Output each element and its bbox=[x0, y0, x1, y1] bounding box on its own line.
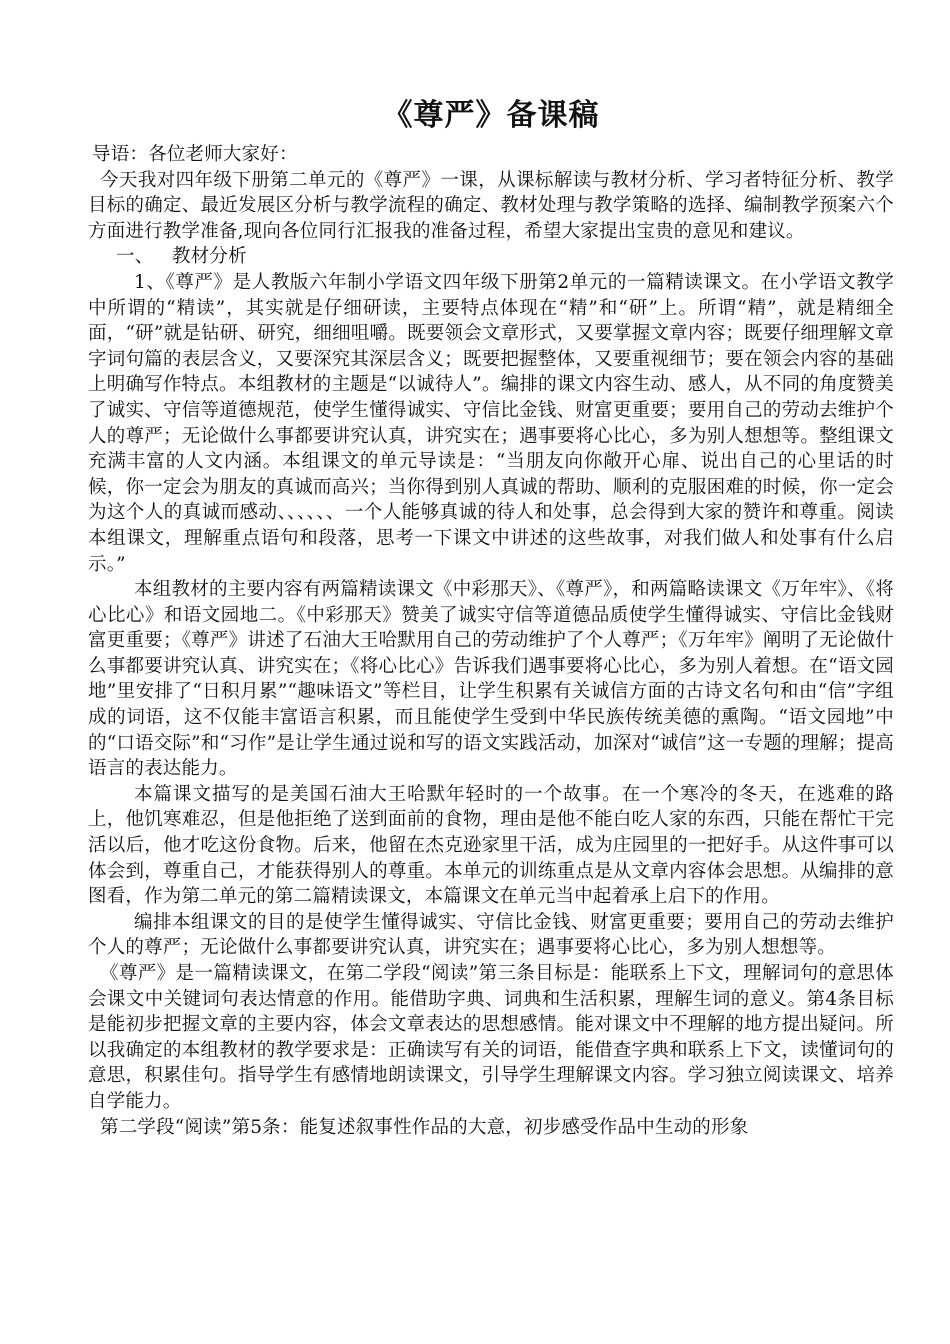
body-paragraph-last: 第二学段“阅读”第5条：能复述叙事性作品的大意，初步感受作品中生动的形象 bbox=[100, 1116, 749, 1138]
section-heading bbox=[88, 244, 894, 270]
body-paragraph-3: 本篇课文描写的是美国石油大王哈默年轻时的一个故事。在一个寒冷的冬天，在逃难的路上，他饥寒难忍，但是他拒绝了送到面前的食物，理由是他不能白吃人家的东西，只能在帮忙干完活以后，他才吃这份食物。后来，他留在杰克逊家里干活，成为庄园里的一把好手。从这件事可以体会到，尊重自己，才能获得别人的尊重。本单元的训练重点是从文章内容体会思想。从编排的意图看，作为第二单元的第二篇精读课文，本篇课文在单元当中起着承上启下的作用。 bbox=[88, 783, 894, 908]
greeting: 导语：各位老师大家好： bbox=[92, 144, 298, 165]
section-number: 一、 bbox=[116, 246, 154, 268]
body-paragraph-4: 编排本组课文的目的是使学生懂得诚实、守信比金钱、财富更重要；要用自己的劳动去维护个人的尊严；无论做什么事都要讲究认真，讲究实在；遇事要将心比心，多为别人想想等。 bbox=[88, 911, 894, 959]
intro-paragraph: 今天我对四年级下册第二单元的《尊严》一课，从课标解读与教材分析、学习者特征分析、教学目标的确定、最近发展区分析与教学流程的确定、教材处理与教学策略的选择、编制教学预案六个方面进行教学准备,现向各位同行汇报我的准备过程，希望大家提出宝贵的意见和建议。 bbox=[88, 169, 894, 242]
body-paragraph-2: 本组教材的主要内容有两篇精读课文《中彩那天》、《尊严》，和两篇略读课文《万年牢》、《将心比心》和语文园地二。《中彩那天》赞美了诚实守信等道德品质使学生懂得诚实、守信比金钱财富更重要；《尊严》讲述了石油大王哈默用自己的劳动维护了个人尊严；《万年牢》阐明了无论做什么事都要讲究认真、讲究实在；《将心比心》告诉我们遇事要将心比心，多为别人着想。在“语文园地”里安排了“日积月累”“趣味语文”等栏目，让学生积累有关诚信方面的古诗文名句和由“信”字组成的词语，这不仅能丰富语言积累，而且能使学生受到中华民族传统美德的熏陶。“语文园地”中的“口语交际”和“习作”是让学生通过说和写的语文实践活动，加深对“诚信”这一专题的理解；提高语言的表达能力。 bbox=[88, 579, 894, 780]
body-paragraph-reading-goals: 《尊严》是一篇精读课文，在第二学段“阅读”第三条目标是：能联系上下文，理解词句的意思体会课文中关键词句表达情意的作用。能借助字典、词典和生活积累，理解生词的意义。第4条目标是能初步把握文章的主要内容，体会文章表达的思想感情。能对课文中不理解的地方提出疑问。所以我确定的本组教材的教学要求是：正确读写有关的词语，能借查字典和联系上下文，读懂词句的意思，积累佳句。指导学生有感情地朗读课文，引导学生理解课文内容。学习独立阅读课文、培养自学能力。 bbox=[88, 963, 894, 1112]
body-paragraph-1: 1、《尊严》是人教版六年制小学语文四年级下册第2单元的一篇精读课文。在小学语文教学中所谓的“精读”，其实就是仔细研读，主要特点体现在“精”和“研”上。所谓“精”，就是精细全面，“研”就是钻研、研究，细细咀嚼。既要领会文章形式，又要掌握文章内容；既要仔细理解文章字词句篇的表层含义，又要深究其深层含义；既要把握整体，又要重视细节；要在领会内容的基础上明确写作特点。本组教材的主题是“以诚待人”。编排的课文内容生动、感人，从不同的角度赞美了诚实、守信等道德规范，使学生懂得诚实、守信比金钱、财富更重要；要用自己的劳动去维护个人的尊严；无论做什么事都要讲究认真，讲究实在；遇事要将心比心，多为别人想想等。整组课文充满丰富的人文内涵。本组课文的单元导读是：“当朋友向你敞开心扉、说出自己的心里话的时候，你一定会为朋友的真诚而高兴；当你得到别人真诚的帮助、顺利的克服困难的时候，你一定会为这个人的真诚而感动、、、、、、一个人能够真诚的待人和处事，总会得到大家的赞许和尊重。阅读本组课文，理解重点语句和段落，思考一下课文中讲述的这些故事，对我们做人和处事有什么启示。” bbox=[88, 271, 894, 575]
section-title: 教材分析 bbox=[172, 246, 247, 268]
document-title: 《尊严》备课稿 bbox=[382, 98, 600, 133]
document-page bbox=[88, 96, 894, 1140]
